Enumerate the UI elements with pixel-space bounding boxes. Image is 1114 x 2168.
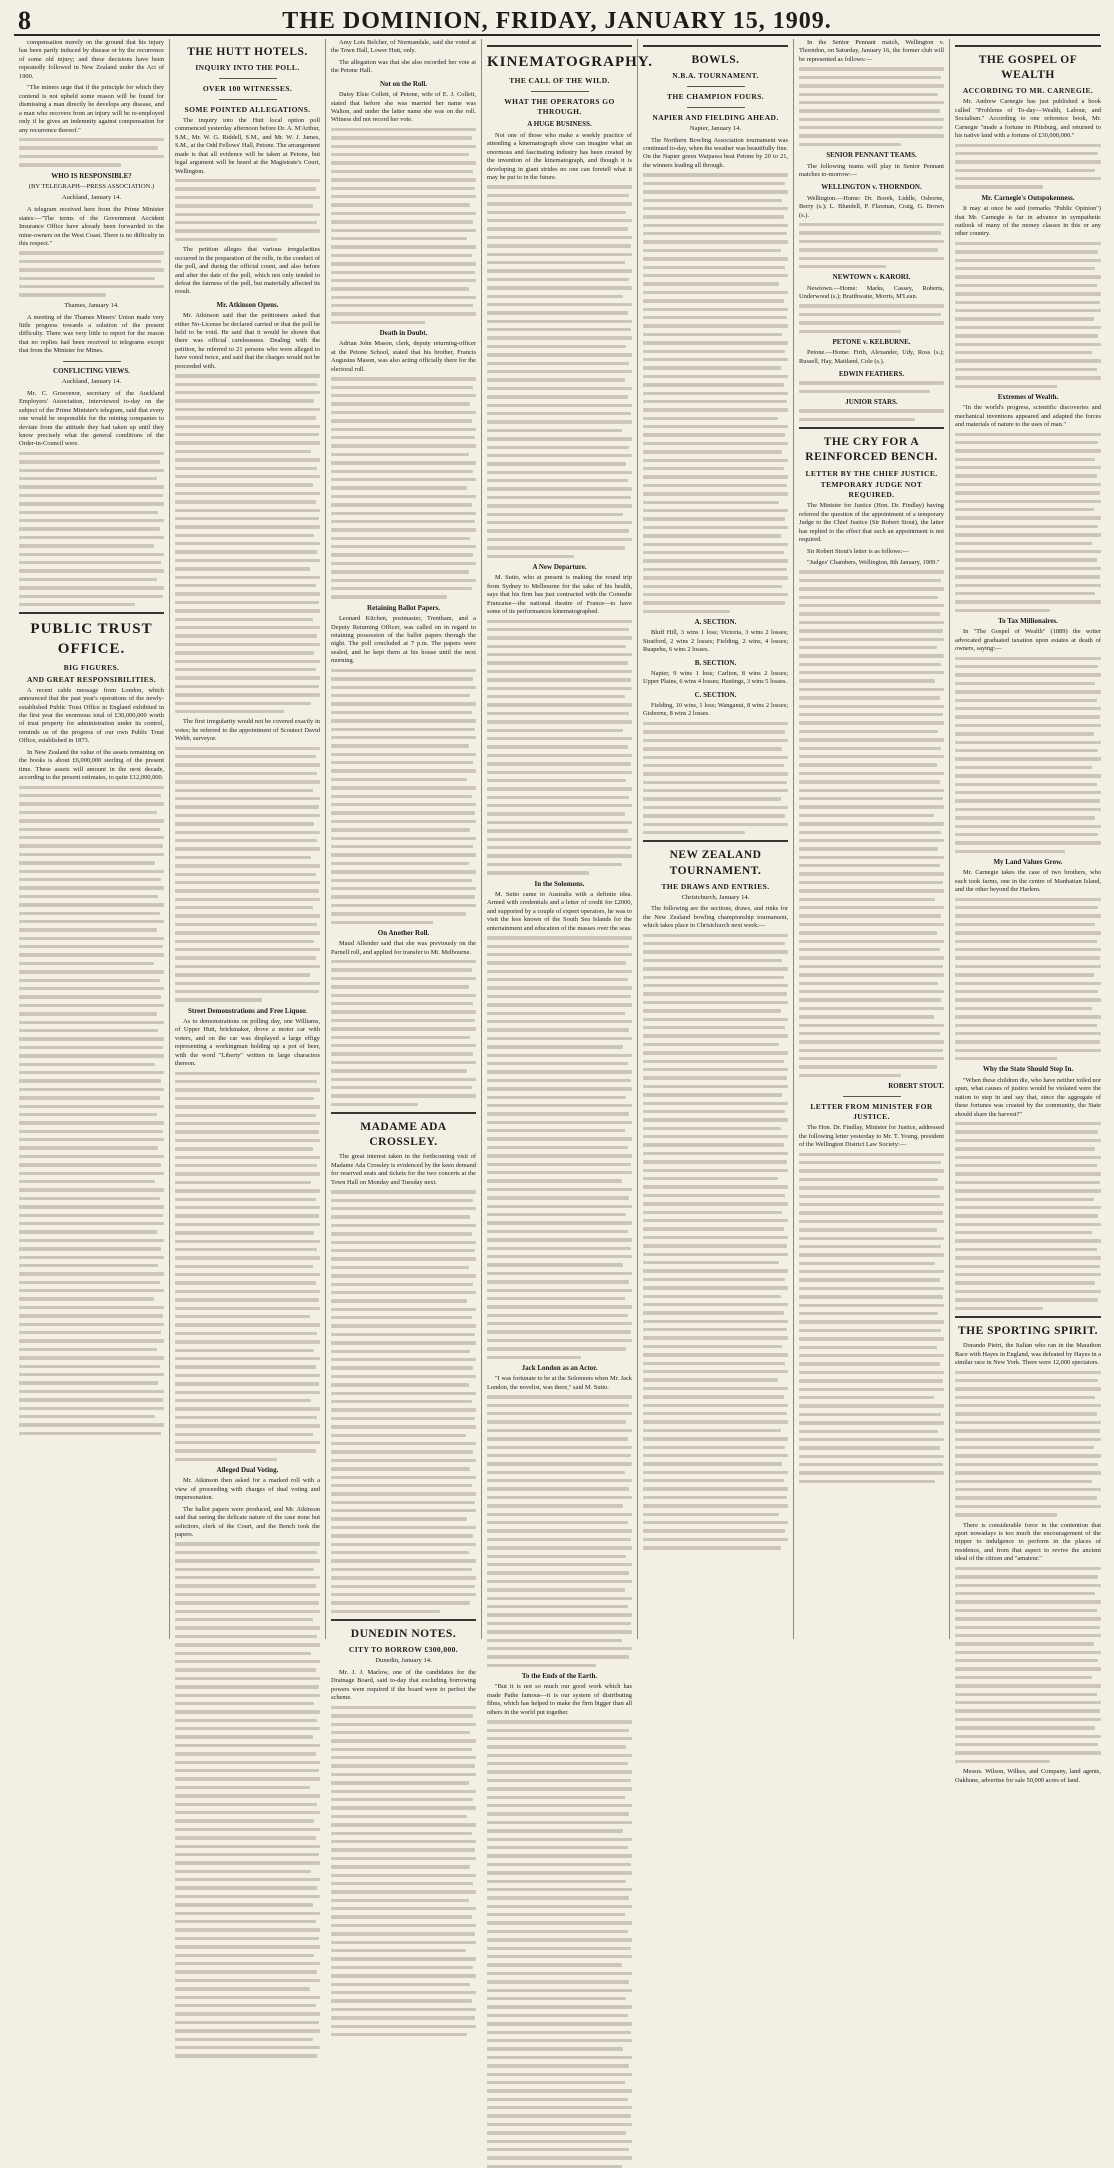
article-paragraph: The inquiry into the Hutt local option poll commenced yesterday afternoon before Dr. A. M'Arthur, S.M., Mr. W. G. Riddell, S.M., and Mr. W. J. James, S.M., at the Odd Fellows' Hall, Petone. The arrangement made is that all evidence will be taken at Petone, but legal argument will be heard at the Magistrate's Court, Wellington.: [175, 116, 320, 175]
divider: [687, 107, 745, 108]
article-paragraph: "When these children die, who have neither toiled nor spun, what causes of justice would be violated were the nation to step in and say that, since the aggregate of these fortunes was created by the community, the State should share the harvest?": [955, 1076, 1102, 1118]
section-heading: Death in Doubt.: [379, 329, 428, 338]
text-filler: [799, 570, 944, 1077]
article-paragraph: The following are the sections, draws, and rinks for the New Zealand bowling championship tournament, which takes place in Christchurch next week:—: [643, 905, 788, 930]
subheading: LETTER FROM MINISTER FOR JUSTICE.: [810, 1102, 933, 1122]
section-heading: Mr. Carnegie's Outspokenness.: [981, 193, 1075, 202]
section-heading: Street Demonstrations and Free Liquor.: [187, 1006, 308, 1015]
article-paragraph: Wellington.—Home: Dr. Borek, Liddle, Osborne, Berry (s.); L. Blundell, P. Flaxman, Craig, G. Brown (s.).: [799, 194, 944, 219]
article-paragraph: "But it is not so much our good work which has made Pathe famous—it is our system of distributing films, which has helped to make the firm bigger than all others in the world put together.: [487, 1683, 632, 1716]
text-filler: [487, 185, 632, 558]
columns: [14, 39, 1102, 1784]
newspaper-title: THE DOMINION, FRIDAY, JANUARY 15, 1909.: [282, 8, 832, 34]
article-paragraph: "In the world's progress, scientific discoveries and mechanical inventions appeared and adapted the forces and materials of nature to the uses of man.": [955, 404, 1101, 429]
divider: [843, 1096, 901, 1097]
section-heading: In the Solomons.: [534, 879, 585, 888]
section-heading: To Tax Millionaires.: [998, 617, 1058, 626]
article-paragraph: Sir Robert Stout's letter is as follows:—: [807, 547, 909, 555]
article-paragraph: M. Sutto, who at present is making the round trip from Sydney to Melbourne for the sake of his health, says that his firm has just contracted with the Comedie Francaise—the national theatre of France—to have some of its performances kinematographed.: [487, 574, 632, 616]
text-filler: [643, 173, 788, 613]
text-filler: [955, 242, 1101, 388]
divider: [799, 427, 944, 429]
article-paragraph: Adrian John Mason, clerk, deputy returning-officer at the Petone School, stated that his brother, Francis Augustus Mason, was also acting officially there for the electoral roll.: [331, 340, 476, 373]
article-paragraph: Mr. Atkinson said that the petitioners asked that either No-License be declared carried or that the poll be held to be void. He said that it would be shown that there was official carelessness. Dealing with the petition, he referred to 21 persons who were alleged to have voted twice, and said that the charges would not be proceeded with.: [175, 312, 320, 370]
column-5: [638, 39, 794, 1639]
article-paragraph: As to demonstrations on polling day, one Williams, of Upper Hutt, brickmaker, drove a motor car with voters, and on the car was displayed a large effigy representing a workingman holding up a pot of beer, with the word "Liberty" written in large characters thereon.: [175, 1017, 320, 1068]
text-filler: [175, 747, 320, 1002]
section-heading: Why the State Should Step In.: [982, 1065, 1074, 1074]
text-filler: [799, 223, 944, 268]
subheading: ACCORDING TO MR. CARNEGIE.: [962, 86, 1094, 96]
subheading: OVER 100 WITNESSES.: [202, 84, 293, 94]
article-paragraph: The ballot papers were produced, and Mr. Atkinson said that seeing the delicate nature of the case none but solicitors, clerk of the Court, and the Bench took the papers.: [175, 1505, 320, 1539]
section-heading: JUNIOR STARS.: [845, 398, 898, 407]
section-heading: A HUGE BUSINESS.: [527, 120, 592, 129]
section-heading: Alleged Dual Voting.: [216, 1466, 279, 1475]
divider: [643, 840, 788, 842]
section-heading: PETONE v. KELBURNE.: [832, 338, 911, 347]
article-paragraph: Amy Lois Belcher, of Normandale, said she voted at the Town Hall, Lower Hutt, only.: [331, 39, 476, 55]
article-paragraph: compensation merely on the ground that his injury has been partly induced by disease or by the recurrence of some old injury; and these decisions have been repeatedly followed in New Zealand under the Act of 1900.: [19, 39, 164, 80]
divider: [219, 78, 277, 79]
subheading: BIG FIGURES.: [63, 662, 120, 672]
section-heading: C. SECTION.: [694, 690, 737, 699]
article-paragraph: Mr. Carnegie takes the case of two brothers, who each took farms, one in the centre of Manhattan Island, and the other beyond the Harlem.: [955, 869, 1101, 894]
article-paragraph: The first irregularity would not be covered exactly in votes; he referred to the appointment of Scoutect David Webb, surveyor.: [175, 718, 320, 743]
article-paragraph: Maud Allender said that she was previously on the Parnell roll, and applied for transfer to Mt. Melbourne.: [331, 940, 476, 956]
subheading: SOME POINTED ALLEGATIONS.: [184, 104, 311, 114]
divider: [531, 91, 589, 92]
subheading: INQUIRY INTO THE POLL.: [195, 63, 300, 73]
article-paragraph: Napier, 9 wins 1 loss; Carlton, 8 wins 2 losses; Upper Plains, 6 wins 4 losses; Hastings, 3 wins 5 losses.: [643, 669, 788, 686]
divider: [955, 45, 1101, 47]
text-filler: [487, 1720, 632, 2168]
text-filler: [175, 1072, 320, 1461]
headline-reinforced-bench: THE CRY FOR A REINFORCED BENCH.: [805, 436, 938, 464]
article-paragraph: Daisy Elsie Collett, of Petone, wife of E. J. Collett, stated that before she was married her name was Walton, and under the latter name she was on the roll. Witness did not record her vote.: [331, 91, 476, 124]
section-heading: CONFLICTING VIEWS.: [53, 366, 130, 375]
divider: [487, 45, 632, 47]
divider: [687, 86, 745, 87]
column-6: [794, 39, 950, 1639]
subheading: AND GREAT RESPONSIBILITIES.: [26, 674, 157, 684]
headline-kinematography: KINEMATOGRAPHY.: [487, 54, 653, 70]
headline-nz-tournament: NEW ZEALAND TOURNAMENT.: [669, 849, 762, 877]
article-paragraph: A recent cable message from London, which announced that the past year's operations of the newly-established Public Trust Office in England exhibited in the first year the enormous total of £30,000,000 worth of trust property for administration under its control, reminds us of the progress of our own Public Trust Office, established in 1873.: [19, 686, 164, 745]
article-paragraph: In "The Gospel of Wealth" (1889) the writer advocated graduated taxation upon estates at death of owners, saying:—: [955, 628, 1101, 653]
subheading: THE CHAMPION FOURS.: [667, 92, 764, 102]
article-paragraph: The following teams will play in Senior Pennant matches to-morrow:—: [799, 162, 944, 178]
article-paragraph: A telegram received here from the Prime Minister states:—"The terms of the Government Accident Insurance Office have already been forwarded to the mine-owners on the West Coast. There is no difficulty in this respect.": [19, 206, 164, 247]
text-filler: [331, 128, 476, 324]
text-filler: [175, 179, 320, 241]
headline-sporting-spirit: THE SPORTING SPIRIT.: [957, 1324, 1099, 1337]
text-filler: [955, 144, 1101, 189]
divider: [331, 1112, 476, 1114]
text-filler: [19, 452, 164, 606]
article-paragraph: The allegation was that she also recorded her vote at the Petone Hall.: [331, 58, 476, 75]
column-3: [326, 39, 482, 1702]
article-paragraph: Mr. C. Grosvenor, secretary of the Auckland Employers' Association, interviewed to-day on the subject of the Prime Minister's telegram, said that every one would be responsible for the mining companies to deviate from the attitude they had taken up until they know precisely what the general conditions of the Order-in-Council were.: [19, 389, 164, 448]
article-paragraph: Not one of those who make a weekly practice of attending a kinematograph show can imagine what an enormous and fascinating industry has been created by the invention of the kinematograph, and though it is developing in giant strides no one can foretell what it may be put to in the future.: [487, 131, 632, 181]
article-paragraph: Dorando Pietri, the Italian who ran in the Marathon Race with Hayes in England, was defeated by Hayes in a similar race in New York. There were 12,000 spectators.: [955, 1342, 1101, 1367]
article-paragraph: The Northern Bowling Association tournament was continued to-day, when the weather was beautifully fine. On the Napier green Waipawa beat Petone by 20 to 21, the winners leading all through.: [643, 136, 788, 169]
headline-public-trust: PUBLIC TRUST OFFICE.: [30, 621, 153, 658]
text-filler: [799, 381, 944, 393]
text-filler: [643, 934, 788, 1550]
text-filler: [799, 409, 944, 421]
text-filler: [955, 898, 1101, 1061]
text-filler: [799, 1153, 944, 1484]
headline-hutt-hotels: THE HUTT HOTELS.: [187, 46, 308, 58]
section-heading: Not on the Roll.: [379, 79, 428, 88]
text-filler: [331, 377, 476, 599]
text-filler: [487, 620, 632, 875]
section-heading: WHO IS RESPONSIBLE?: [51, 171, 132, 180]
divider: [331, 1619, 476, 1621]
text-filler: [955, 1371, 1101, 1517]
article-paragraph: Mr. Andrew Carnegie has just published a book called "Problems of To-day—Wealth, Labour, and Socialism." According to one reference book, Mr. Carnegie "made a fortune in Pittsburg, and returned to his native land with a fortune of £30,000,000.": [955, 98, 1101, 140]
article-paragraph: M. Sutto came to Australia with a definite idea. Armed with credentials and a letter of credit for £2000, and supported by a couple of expert operators, he was to visit the less known of the South Sea Islands for the entertainment and education of the masses over the seas.: [487, 890, 632, 932]
subheading: NAPIER AND FIELDING AHEAD.: [652, 112, 779, 122]
dateline: Christchurch, January 14.: [681, 893, 750, 901]
text-filler: [955, 1567, 1101, 1763]
subheading: CITY TO BORROW £300,000.: [348, 1645, 459, 1655]
article-paragraph: The Hon. Dr. Findlay, Minister for Justice, addressed the following letter yesterday to Mr. T. Young, president of the Wellington District Law Society:—: [799, 1124, 944, 1149]
article-paragraph: A meeting of the Thames Miners' Union made very little progress towards a solution of the present difficulty. There was very little to report for the reason that no replies had been received to telegrams except that from the Minister for Mines.: [19, 313, 164, 355]
headline-gospel-of-wealth: THE GOSPEL OF WEALTH: [978, 54, 1078, 82]
signature: ROBERT STOUT.: [888, 1082, 944, 1091]
text-filler: [19, 786, 164, 1435]
page-number: 8: [18, 6, 31, 35]
divider: [19, 612, 164, 614]
article-paragraph: The petition alleges that various irregularities occurred in the preparation of the rolls, in the conduct of the poll, and during the official count, and also before and after the date of the poll, which not only tended to defeat the fairness of the poll, but materially affected its result.: [175, 246, 320, 296]
article-paragraph: Fielding, 10 wins, 1 loss; Wanganui, 8 wins 2 losses; Gisborne, 8 wins 2 losses.: [643, 702, 788, 718]
section-heading: Extremes of Wealth.: [997, 392, 1059, 401]
dateline: Auckland, January 14.: [61, 194, 122, 202]
subheading: N.B.A. TOURNAMENT.: [672, 71, 759, 81]
article-paragraph: Leonard Kitchen, postmaster, Trentham, and a Deputy Returning Officer, was called on in regard to retaining possession of the ballot papers through the night. The poll concluded at 7 p.m. The papers were sealed, and he kept them at his house until the next morning.: [331, 615, 476, 665]
section-heading: A. SECTION.: [694, 618, 737, 627]
section-heading: EDWIN FEATHERS.: [838, 370, 905, 379]
article-paragraph: There is considerable force in the contention that sport nowadays is too much the encouragement of the tripper to indulgence to perform in the places of residence, and from that aspect to revive the ancient ideal of the citizen and "amateur.": [955, 1521, 1101, 1563]
divider: [63, 361, 121, 362]
divider: [219, 99, 277, 100]
dateline: Thames, January 14.: [64, 301, 119, 309]
text-filler: [955, 657, 1101, 853]
article-paragraph: Mr. Atkinson then asked for a marked roll with a view of proceeding with charges of dual voting and impersonation.: [175, 1477, 320, 1502]
text-filler: [331, 1190, 476, 1613]
press-credit: (BY TELEGRAPH—PRESS ASSOCIATION.): [28, 182, 155, 190]
article-paragraph: In New Zealand the value of the assets remaining on the books is about £6,000,000 sterling of the present time. These assets will amount in the next decade, according to the present estimates, to quite £12,000,000.: [19, 748, 164, 782]
text-filler: [643, 722, 788, 834]
subheading: TEMPORARY JUDGE NOT REQUIRED.: [820, 480, 923, 500]
divider: [643, 45, 788, 47]
subheading: THE CALL OF THE WILD.: [509, 75, 610, 85]
article-paragraph: It may at once be said (remarks "Public Opinion") that Mr. Carnegie is far in advance in sympathetic outlook of many of the money classes in this or any other country.: [955, 205, 1101, 238]
section-heading: On Another Roll.: [377, 928, 430, 937]
subheading: THE DRAWS AND ENTRIES.: [661, 881, 770, 891]
article-paragraph: The Minister for Justice (Hon. Dr. Findlay) having referred the question of the appointment of a temporary Judge to the Chief Justice (Sir Robert Stout), the latter has replied to the effect that such an appointment is not required.: [799, 502, 944, 544]
section-heading: Retaining Ballot Papers.: [367, 603, 440, 612]
article-paragraph: "I was fortunate to be at the Solomons when Mr. Jack London, the novelist, was there," said M. Sutto.: [487, 1375, 632, 1391]
text-filler: [955, 433, 1101, 613]
text-filler: [487, 936, 632, 1359]
divider: [955, 1316, 1101, 1318]
text-filler: [331, 669, 476, 924]
section-heading: A New Departure.: [532, 563, 587, 571]
article-paragraph: "Judges' Chambers, Wellington, 8th January, 1909.": [807, 558, 940, 566]
article-paragraph: Bluff Hill, 3 wins 1 loss; Victoria, 3 wins 2 losses; Stratford, 2 wins 2 losses; Fielding, 2 wins, 4 losses; Ruapehu, 6 wins 2 losses.: [643, 629, 788, 654]
article-paragraph: The great interest taken in the forthcoming visit of Madame Ada Crossley is evidenced by the keen demand for reserved seats and tickets for the two concerts at the Town Hall on Monday and Tuesday next.: [331, 1153, 476, 1186]
column-2: [170, 39, 326, 1639]
article-paragraph: Mr. J. J. Marlow, one of the candidates for the Drainage Board, said to-day that excluding borrowing powers were required if the board were to perfect the scheme.: [331, 1668, 476, 1702]
text-filler: [799, 304, 944, 333]
article-paragraph: In the Senior Pennant match, Wellington v. Thorndon, on Saturday, January 16, the former club will be represented as follows:—: [799, 39, 944, 63]
text-filler: [175, 1542, 320, 2057]
text-filler: [487, 1395, 632, 1667]
headline-dunedin-notes: DUNEDIN NOTES.: [350, 1628, 457, 1641]
headline-madame-crossley: MADAME ADA CROSSLEY.: [360, 1121, 447, 1149]
article-paragraph: "The miners urge that if the principle for which they contend is not upheld some reason will be found for dismissing a man directly he develops any disease, and a man who recovers from an injury will be re-employed only if he gives an indemnity against compensation for any recurrence thereof.": [19, 84, 164, 134]
dateline: Dunedin, January 14.: [375, 1657, 432, 1665]
dateline: Napier, January 14.: [689, 124, 742, 132]
section-heading: WELLINGTON v. THORNDON.: [821, 183, 922, 192]
dateline: Auckland, January 14.: [61, 378, 122, 385]
column-1: [14, 39, 170, 1639]
subheading: LETTER BY THE CHIEF JUSTICE.: [805, 468, 938, 478]
text-filler: [331, 1706, 476, 2037]
section-heading: To the Ends of the Earth.: [521, 1672, 598, 1681]
text-filler: [331, 960, 476, 1106]
column-7: [950, 39, 1106, 1784]
section-heading: SENIOR PENNANT TEAMS.: [826, 151, 917, 160]
section-heading: Mr. Atkinson Opens.: [216, 300, 279, 309]
section-heading: B. SECTION.: [694, 658, 737, 667]
masthead: [14, 6, 1100, 36]
text-filler: [175, 374, 320, 713]
subheading: WHAT THE OPERATORS GO THROUGH.: [504, 96, 615, 116]
article-paragraph: Messrs. Wilson, Wilkes, and Company, land agents, Oakhune, advertise for sale 50,000 acres of land.: [955, 1768, 1101, 1784]
text-filler: [955, 1122, 1101, 1310]
section-heading: NEWTOWN v. KARORI.: [832, 273, 911, 282]
article-paragraph: Newtown.—Home: Marks, Cassey, Roberts, Underwood (s.); Braithwaite, Morris, M'Lean.: [799, 284, 944, 301]
text-filler: [799, 67, 944, 146]
section-heading: My Land Values Grow.: [993, 858, 1063, 867]
column-4: [482, 39, 653, 1716]
text-filler: [19, 251, 164, 296]
article-paragraph: Petone.—Home: Firth, Alexander, Udy, Ross (s.); Russell, Hay, Maitland, Cole (s.).: [799, 349, 944, 365]
text-filler: [19, 138, 164, 167]
section-heading: Jack London as an Actor.: [521, 1364, 598, 1373]
headline-bowls: BOWLS.: [691, 54, 740, 66]
